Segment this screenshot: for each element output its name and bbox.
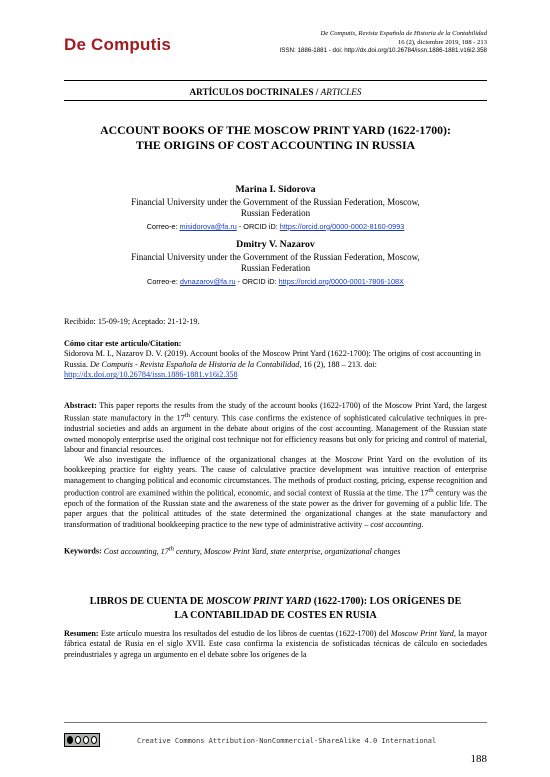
citation-block [64,339,487,381]
author-contact [64,276,487,288]
spanish-title-text: (1622-1700): LOS ORÍGENES DE [311,596,462,607]
keywords-text: century, Moscow Print Yard, state enterprise, organizational changes [174,546,401,556]
citation-text: Sidorova M. I., Nazarov D. V. (2019). Account books of the Moscow Print Yard (1622-1700): The origins of cost accounting in Russia. [64,349,481,369]
abstract [64,401,487,530]
abstract-text: This paper reports the results from the study of the account books (1622-1700) of the Moscow Print Yard, the largest Russian state manufactory in the 17 [64,401,487,423]
resumen-italic: Moscow Print Yard [390,629,454,638]
section-label-en: ARTICLES [320,87,362,97]
journal-header-info [280,30,487,56]
issue-info: 16 (2), diciembre 2019, 188 - 213 [398,38,487,46]
email-label: Correo-e: [147,276,178,286]
cc-license-icon [64,733,100,747]
abstract-text: We also investigate the influence of the organizational changes at the Moscow Print Yard on the evolution of its bookkeeping practice for eighty years. The cause of calculative practice development was intuitive reaction of enterprise management to changing political and economic circumstances. The methods of product costing, pricing, expense recognition and production control are examined within the political, economic, and social context of Russia at the time. The 17 [64,455,487,498]
nc-icon [83,736,89,744]
author-orcid-link[interactable]: https://orcid.org/0000-0002-8160-0993 [279,221,405,231]
section-label: ARTÍCULOS DOCTRINALES / ARTICLES [189,87,362,97]
spanish-title-line-2: LA CONTABILIDAD DE COSTES EN RUSIA [174,610,377,621]
email-label: Correo-e: [146,221,178,231]
citation-journal: De Computis - Revista Española de Historia de la Contabilidad [89,359,300,369]
header-rule-bottom [64,100,487,101]
by-icon [75,736,81,744]
sa-icon [91,736,97,744]
abstract-text: century was the epoch of the formation of the Russian state and the awareness of the state power as the driver for governing of a public life. The paper argues that the political attitudes of the state determined the organizational changes at the state manufactory and transformation of traditional bookkeeping practice to the new type of administrative activity – [64,488,487,529]
author-block-2 [64,239,487,287]
journal-logo: De Computis [64,35,172,54]
keywords [64,545,487,556]
superscript: th [428,487,434,495]
article-title [64,123,487,153]
spanish-title-italic: MOSCOW PRINT YARD [206,596,312,607]
abstract-text: . [421,519,424,529]
author-block-1 [64,184,487,232]
resumen-text: Este artículo muestra los resultados del estudio de los libros de cuentas (1622-1700) del [98,629,391,638]
author-email-link[interactable]: dvnazarov@fa.ru [179,276,236,286]
abstract-italic: cost accounting [370,519,422,529]
citation-doi-link[interactable]: http://dx.doi.org/10.26784/issn.1886-1881.v16i2.358 [64,370,238,380]
cc-icon [67,736,73,744]
keywords-label: Keywords: [64,546,102,556]
author-name: Dmitry V. Nazarov [236,239,315,250]
title-line-2: THE ORIGINS OF COST ACCOUNTING IN RUSSIA [135,138,416,152]
spanish-title [64,595,487,623]
page-number: 188 [470,753,487,765]
author-orcid-link[interactable]: https://orcid.org/0000-0001-7806-108X [278,276,404,286]
abstract-label: Abstract: [64,401,97,410]
license-text: Creative Commons Attribution-NonCommercial-ShareAlike 4.0 International [137,737,437,745]
citation-label: Cómo citar este artículo/Citation: [64,339,182,348]
author-affiliation-country: Russian Federation [240,263,311,274]
keywords-text: Cost accounting, 17 [101,546,169,556]
spanish-title-text: LIBROS DE CUENTA DE [89,596,207,607]
spanish-resumen [64,629,487,660]
author-affiliation: Financial University under the Government of the Russian Federation, Moscow, [131,196,420,207]
author-contact [64,221,487,233]
superscript: th [168,545,175,552]
abstract-text: century. This case confirms the existence of sophisticated calculative techniques in pre-industrial societies and adds an argument in the debate about origins of the cost accounting. Management of the Russian state owned monopoly enterprise used the original cost technique not for efficiency reasons but only for pricing and control of material, labour and financial resources. [64,413,487,454]
journal-name: De Computis, Revista Española de Historia de la Contabilidad [320,30,487,37]
superscript: th [184,412,191,420]
section-label-es: ARTÍCULOS DOCTRINALES [189,87,314,97]
footer-rule [64,722,487,723]
author-email-link[interactable]: misidorova@fa.ru [179,221,237,231]
received-dates: Recibido: 15-09-19; Aceptado: 21-12-19. [64,317,200,326]
header-rule-top [64,80,487,81]
resumen-text: , la mayor fábrica estatal de Rusia en el siglo XVII. Este caso confirma la existencia de sofisticadas técnicas de cálculo en sociedades preindustriales y agrega un argumento en el debate sobre los orígenes de la [64,629,488,659]
orcid-label: - ORCID iD: [238,221,278,231]
issn-doi: ISSN: 1886-1881 - doi: http://dx.doi.org/10.26784/issn.1886-1881.v16i2.358 [279,47,487,55]
orcid-label: - ORCID iD: [237,276,277,286]
author-affiliation-country: Russian Federation [240,208,311,219]
title-line-1: ACCOUNT BOOKS OF THE MOSCOW PRINT YARD (1622-1700): [100,123,451,137]
citation-text-tail: , 16 (2), 188 – 213. doi: [299,359,377,369]
author-affiliation: Financial University under the Government of the Russian Federation, Moscow, [131,251,420,262]
resumen-label: Resumen: [64,629,99,638]
author-name: Marina I. Sidorova [235,184,316,195]
